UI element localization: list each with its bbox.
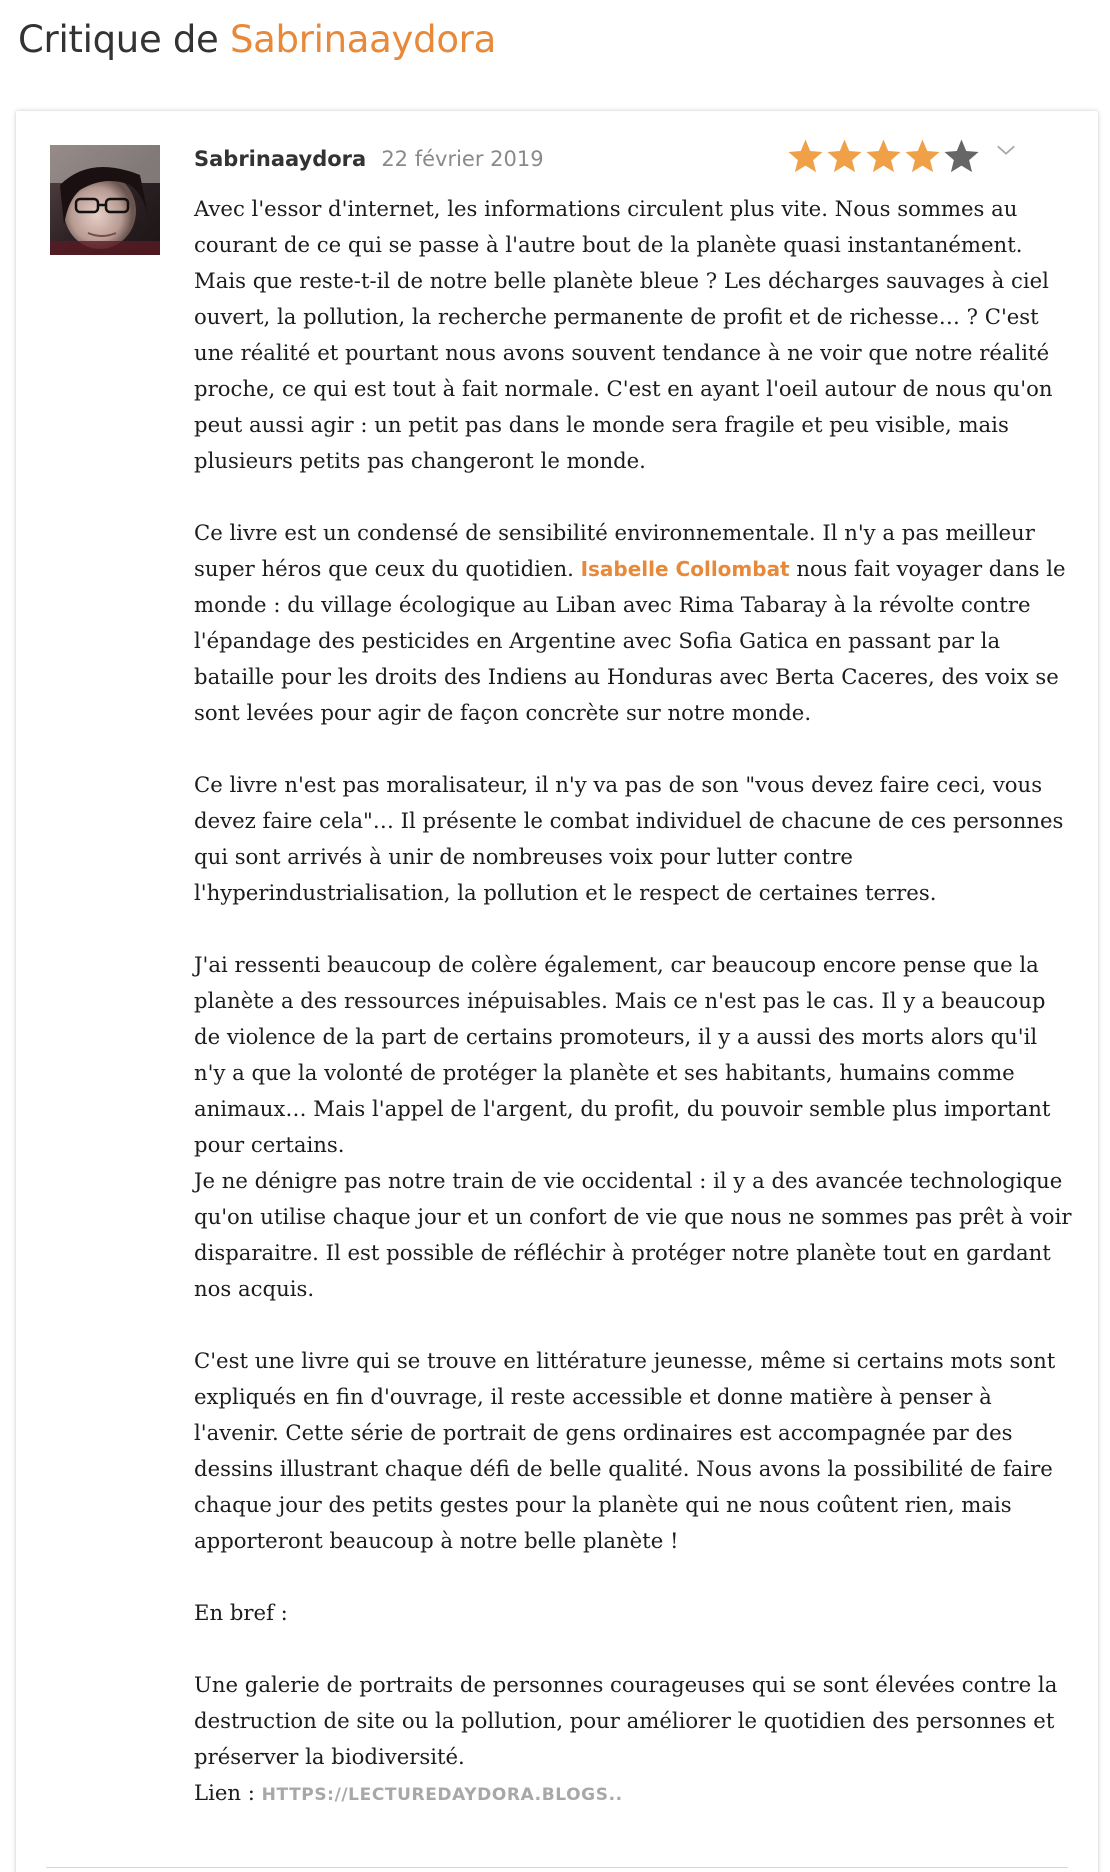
review-paragraph — [194, 515, 1074, 731]
chevron-down-icon[interactable] — [995, 139, 1017, 161]
star-empty-icon — [942, 137, 981, 176]
review-paragraph: Une galerie de portraits de personnes courageuses qui se sont élevées contre la destruction de site ou la pollution, pour améliorer le quotidien des personnes et préserver la biodiversité. — [194, 1672, 1058, 1769]
star-rating — [786, 137, 1017, 176]
review-link-label: Lien : — [194, 1780, 255, 1805]
avatar[interactable] — [50, 145, 160, 255]
page-title-prefix: Critique de — [18, 18, 219, 61]
review-paragraph: C'est une livre qui se trouve en littérature jeunesse, même si certains mots sont expliqués en fin d'ouvrage, il reste accessible et donne matière à penser à l'avenir. Cette série de portrait de gens ordinaires est accompagnée par des dessins illustrant chaque défi de belle qualité. Nous avons la possibilité de faire chaque jour des petits gestes pour la planète qui ne nous coûtent rien, mais apporteront beaucoup à notre belle planète ! — [194, 1348, 1056, 1553]
review-meta — [194, 147, 544, 171]
review-paragraph: J'ai ressenti beaucoup de colère également, car beaucoup encore pense que la planète a des ressources inépuisables. Mais ce n'est pas le cas. Il y a beaucoup de violence de la part de certains promoteurs, il y a aussi des morts alors qu'il n'y a que la volonté de protéger la planète et ses habitants, humains comme animaux… Mais l'appel de l'argent, du profit, du pouvoir semble plus important pour certains. — [194, 952, 1051, 1157]
star-filled-icon — [825, 137, 864, 176]
star-filled-icon — [903, 137, 942, 176]
page-title-username: Sabrinaaydora — [230, 18, 496, 61]
review-paragraph: Ce livre n'est pas moralisateur, il n'y va pas de son "vous devez faire ceci, vous devez faire cela"… Il présente le combat individuel de chacune de ces personnes qui sont arrivés à unir de nombreuses voix pour lutter contre l'hyperindustrialisation, la pollution et le respect de certaines terres. — [194, 772, 1064, 905]
star-filled-icon — [864, 137, 903, 176]
review-card — [16, 111, 1098, 1872]
page-title — [18, 18, 496, 61]
review-paragraph: Avec l'essor d'internet, les informations circulent plus vite. Nous sommes au courant de ce qui se passe à l'autre bout de la planète quasi instantanément. Mais que reste-t-il de notre belle planète bleue ? Les décharges sauvages à ciel ouvert, la pollution, la recherche permanente de profit et de richesse… ? C'est une réalité et pourtant nous avons souvent tendance à ne voir que notre réalité proche, ce qui est tout à fait normale. C'est en ayant l'oeil autour de nous qu'on peut aussi agir : un petit pas dans le monde sera fragile et peu visible, mais plusieurs petits pas changeront le monde. — [194, 196, 1053, 473]
avatar-image — [50, 145, 160, 255]
review-date: 22 février 2019 — [381, 147, 544, 171]
author-link[interactable]: Isabelle Collombat — [580, 557, 790, 581]
review-body — [194, 191, 1074, 1813]
star-filled-icon — [786, 137, 825, 176]
review-author[interactable]: Sabrinaaydora — [194, 147, 367, 171]
review-paragraph: Je ne dénigre pas notre train de vie occidental : il y a des avancée technologique qu'on utilise chaque jour et un confort de vie que nous ne sommes pas prêt à voir disparaitre. Il est possible de réfléchir à protéger notre planète tout en gardant nos acquis. — [194, 1168, 1072, 1301]
review-text: Ce livre est un condensé de sensibilité environnementale. Il n'y a pas meilleur super héros que ceux du quotidien. — [194, 520, 1035, 581]
review-paragraph: En bref : — [194, 1600, 288, 1625]
review-link-line — [194, 1775, 1074, 1813]
external-link[interactable]: HTTPS://LECTUREDAYDORA.BLOGS.. — [261, 1785, 623, 1805]
review-text: nous fait voyager dans le monde : du village écologique au Liban avec Rima Tabaray à la révolte contre l'épandage des pesticides en Argentine avec Sofia Gatica en passant par la bataille pour les droits des Indiens au Honduras avec Berta Caceres, des voix se sont levées pour agir de façon concrète sur notre monde. — [194, 556, 1066, 725]
divider — [46, 1867, 1068, 1868]
